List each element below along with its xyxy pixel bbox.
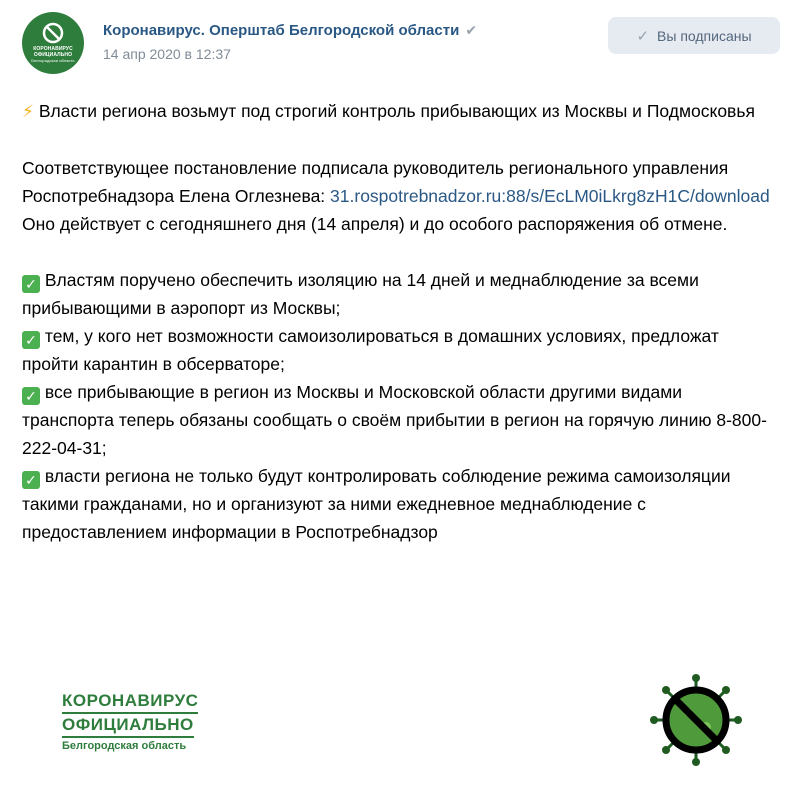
paragraph-text: Соответствующее постановление подписала руководитель регионального управления Роспотребнадзора Елена Оглезнева:	[22, 158, 729, 206]
check-box-icon: ✓	[22, 331, 40, 349]
list-item	[22, 266, 772, 322]
list-item	[22, 322, 772, 378]
logo-line-3: Белгородская область	[62, 740, 187, 752]
avatar-line-2: ОФИЦИАЛЬНО	[33, 52, 73, 58]
verified-check-icon: ✔	[465, 22, 478, 38]
logo-line-1: КОРОНАВИРУС	[62, 690, 198, 714]
campaign-logo	[62, 690, 212, 752]
crossed-virus-icon	[648, 672, 744, 768]
community-name-link[interactable]: Коронавирус. Оперштаб Белгородской области	[103, 22, 460, 39]
logo-line-2: ОФИЦИАЛЬНО	[62, 714, 194, 738]
subscribed-button[interactable]	[608, 17, 780, 54]
post-text	[22, 97, 772, 546]
post-paragraph	[22, 154, 772, 238]
post-header	[0, 0, 786, 90]
headline-text: Власти региона возьмут под строгий контроль прибывающих из Москвы и Подмосковья	[38, 101, 755, 121]
list-item-text: все прибывающие в регион из Москвы и Московской области другими видами транспорта теперь обязаны сообщать о своём прибытии в регион на горячую линию 8-800-222-04-31;	[22, 382, 767, 458]
check-box-icon: ✓	[22, 275, 40, 293]
paragraph-tail: Оно действует с сегодняшнего дня (14 апреля) и до особого распоряжения об отмене.	[22, 214, 728, 234]
check-box-icon: ✓	[22, 387, 40, 405]
list-item	[22, 462, 772, 546]
community-title	[103, 22, 477, 39]
community-avatar[interactable]	[22, 12, 84, 74]
avatar-line-3: Белгородская область	[31, 58, 75, 63]
check-box-icon: ✓	[22, 471, 40, 489]
check-icon: ✓	[636, 27, 650, 45]
no-virus-icon	[42, 22, 64, 44]
post-headline	[22, 97, 772, 126]
document-link[interactable]: 31.rospotrebnadzor.ru:88/s/EcLM0iLkrg8zH1C/download	[330, 186, 770, 206]
avatar-caption	[31, 46, 75, 64]
list-item-text: власти региона не только будут контролировать соблюдение режима самоизоляции такими гражданами, но и организуют за ними ежедневное меднаблюдение с предоставлением информации в Роспотребнадзор	[22, 466, 731, 542]
list-item-text: тем, у кого нет возможности самоизолироваться в домашних условиях, предложат пройти карантин в обсерваторе;	[22, 326, 719, 374]
list-item-text: Властям поручено обеспечить изоляцию на 14 дней и меднаблюдение за всеми прибывающими в аэропорт из Москвы;	[22, 270, 699, 318]
avatar-line-1: КОРОНАВИРУС	[33, 46, 73, 52]
list-item	[22, 378, 772, 462]
subscribed-label: Вы подписаны	[657, 27, 752, 44]
post-date[interactable]: 14 апр 2020 в 12:37	[103, 46, 231, 62]
lightning-icon: ⚡	[22, 102, 34, 121]
